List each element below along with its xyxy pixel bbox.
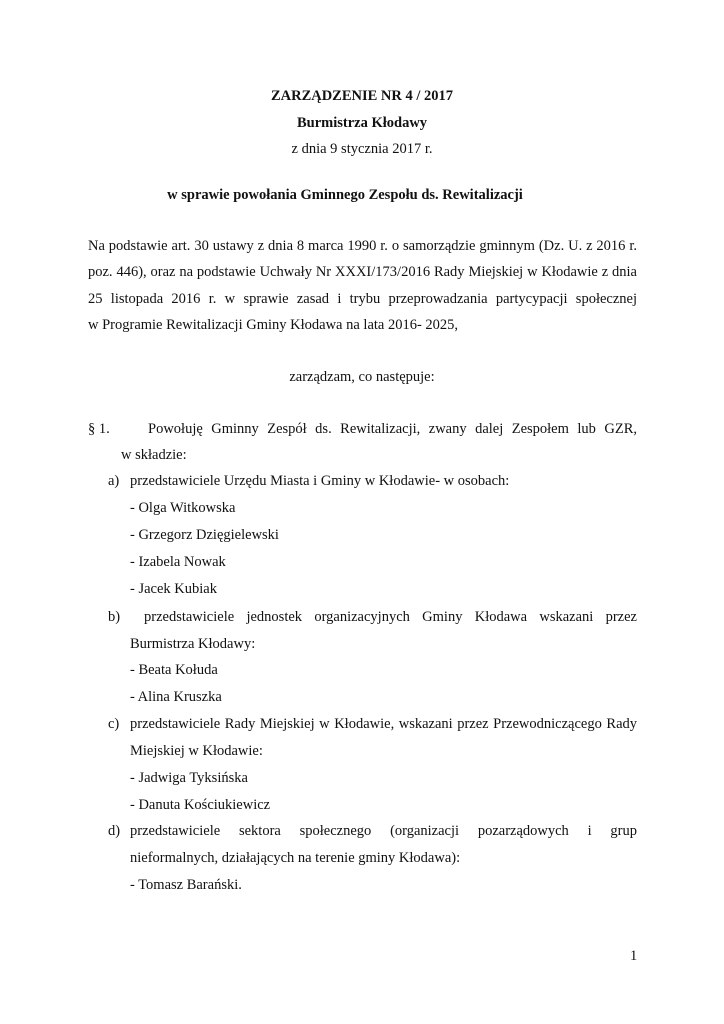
preamble-line: Na podstawie art. 30 ustawy z dnia 8 marca 1990 r. o samorządzie gminnym (Dz. U. z 2016 r. (88, 238, 637, 254)
page-number: 1 (630, 948, 638, 964)
group-description: Burmistrza Kłodawy: (130, 636, 256, 652)
member-name: - Olga Witkowska (130, 500, 236, 516)
preamble-line: poz. 446), oraz na podstawie Uchwały Nr XXXI/173/2016 Rady Miejskiej w Kłodawie z dnia (88, 264, 637, 280)
section-number: § 1. (88, 421, 110, 437)
group-description: przedstawiciele sektora społecznego (organizacji pozarządowych i grup (130, 823, 637, 839)
group-description: przedstawiciele Rady Miejskiej w Kłodawie, wskazani przez Przewodniczącego Rady (130, 716, 637, 732)
section-text: w składzie: (121, 447, 187, 463)
preamble-line: 25 listopada 2016 r. w sprawie zasad i trybu przeprowadzania partycypacji społecznej (88, 291, 637, 307)
group-description: Miejskiej w Kłodawie: (130, 743, 263, 759)
preamble-line: w Programie Rewitalizacji Gminy Kłodawa na lata 2016- 2025, (88, 317, 459, 333)
member-name: - Jacek Kubiak (130, 581, 217, 597)
document-date: z dnia 9 stycznia 2017 r. (291, 141, 433, 157)
decree-clause: zarządzam, co następuje: (289, 369, 435, 385)
member-name: - Danuta Kościukiewicz (130, 797, 271, 813)
group-description: nieformalnych, działających na terenie gminy Kłodawa): (130, 850, 461, 866)
member-name: - Grzegorz Dzięgielewski (130, 527, 279, 543)
group-description: przedstawiciele Urzędu Miasta i Gminy w Kłodawie- w osobach: (130, 473, 510, 489)
document-title: ZARZĄDZENIE NR 4 / 2017 (270, 88, 454, 104)
member-name: - Jadwiga Tyksińska (130, 770, 248, 786)
document-subject: w sprawie powołania Gminnego Zespołu ds. Rewitalizacji (167, 187, 523, 203)
list-marker: c) (108, 716, 120, 732)
group-description: przedstawiciele jednostek organizacyjnych Gminy Kłodawa wskazani przez (144, 609, 637, 625)
document-issuer: Burmistrza Kłodawy (296, 115, 428, 131)
member-name: - Tomasz Barański. (130, 877, 242, 893)
list-marker: d) (108, 823, 121, 839)
member-name: - Beata Kołuda (130, 662, 218, 678)
member-name: - Alina Kruszka (130, 689, 222, 705)
member-name: - Izabela Nowak (130, 554, 226, 570)
list-marker: a) (108, 473, 120, 489)
list-marker: b) (108, 609, 121, 625)
section-text: Powołuję Gminny Zespół ds. Rewitalizacji, zwany dalej Zespołem lub GZR, (148, 421, 637, 437)
